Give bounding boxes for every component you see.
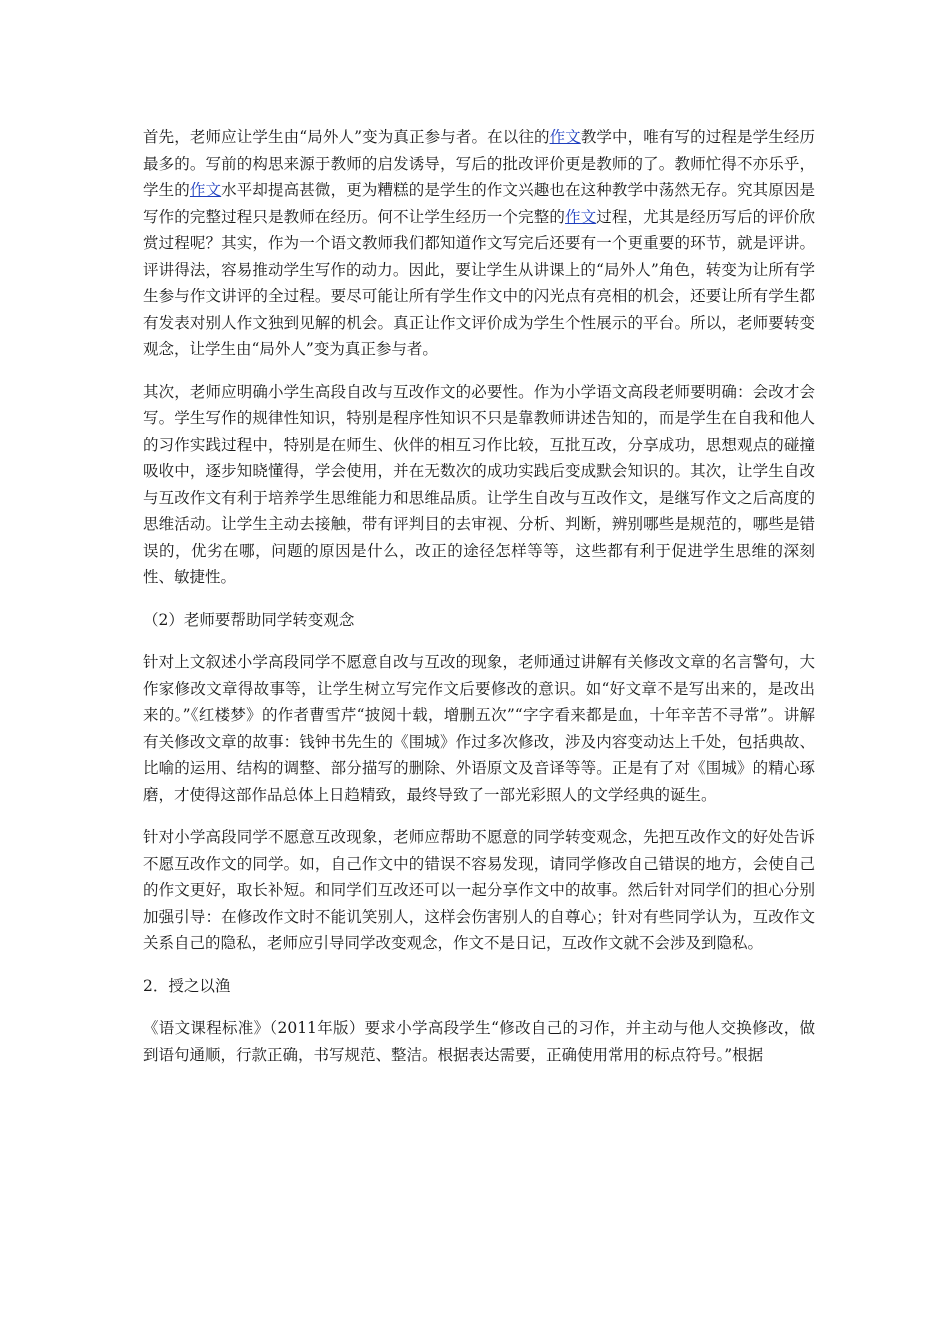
paragraph-text: 针对上文叙述小学高段同学不愿意自改与互改的现象，老师通过讲解有关修改文章的名言警句，大作家修改文章得故事等，让学生树立写完作文后要修改的意识。如“好文章不是写出来的，是改出来的。”《红楼梦》的作者曹雪芹“披阅十载，增删五次”“字字看来都是血，十年辛苦不寻常”。讲解有关修改文章的故事：钱钟书先生的《围城》作过多次修改，涉及内容变动达上千处，包括典故、比喻的运用、结构的调整、部分描写的删除、外语原文及音译等等。正是有了对《围城》的精心琢磨，才使得这部作品总体上日趋精致，最终导致了一部光彩照人的文学经典的诞生。 — [143, 653, 815, 804]
zuowen-link[interactable]: 作文 — [189, 181, 222, 199]
paragraph-text: 水平却提高甚微，更为糟糕的是学生的作文兴趣也在这种教学中荡然无存。究其原因是写作的完整过程只是教师在经历。何不让学生经历一个完整的 — [143, 181, 815, 226]
section-heading — [143, 607, 815, 634]
document-body — [143, 124, 815, 1084]
paragraph — [143, 649, 815, 808]
paragraph — [143, 124, 815, 363]
paragraph-text: （2）老师要帮助同学转变观念 — [143, 610, 355, 629]
section-heading — [143, 973, 815, 1000]
paragraph-text: 《语文课程标准》（2011年版）要求小学高段学生“修改自己的习作，并主动与他人交换修改，做到语句通顺，行款正确，书写规范、整洁。根据表达需要，正确使用常用的标点符号。”根据 — [143, 1019, 815, 1064]
paragraph-text: 教学中，唯有写的过程是学生经历最多的。写前的构思来源于教师的启发诱导，写后的批改评价更是教师的了。教师忙得不亦乐乎，学生的 — [143, 128, 815, 199]
paragraph-text: 首先，老师应让学生由“局外人”变为真正参与者。在以往的 — [143, 128, 550, 146]
paragraph — [143, 1015, 815, 1068]
zuowen-link[interactable]: 作文 — [549, 128, 581, 146]
zuowen-link[interactable]: 作文 — [565, 207, 597, 226]
paragraph — [143, 379, 815, 591]
paragraph — [143, 824, 815, 957]
paragraph-text: 过程，尤其是经历写后的评价欣赏过程呢？其实，作为一个语文教师我们都知道作文写完后还要有一个更重要的环节，就是评讲。评讲得法，容易推动学生写作的动力。因此，要让学生从讲课上的“局外人”角色，转变为让所有学生参与作文讲评的全过程。要尽可能让所有学生作文中的闪光点有亮相的机会，还要让所有学生都有发表对别人作文独到见解的机会。真正让作文评价成为学生个性展示的平台。所以，老师要转变观念，让学生由“局外人”变为真正参与者。 — [143, 207, 815, 358]
paragraph-text: 2．授之以渔 — [143, 976, 231, 995]
paragraph-text: 其次，老师应明确小学生高段自改与互改作文的必要性。作为小学语文高段老师要明确：会改才会写。学生写作的规律性知识，特别是程序性知识不只是靠教师讲述告知的，而是学生在自我和他人的习作实践过程中，特别是在师生、伙伴的相互习作比较，互批互改，分享成功，思想观点的碰撞吸收中，逐步知晓懂得，学会使用，并在无数次的成功实践后变成默会知识的。其次，让学生自改与互改作文有利于培养学生思维能力和思维品质。让学生自改与互改作文，是继写作文之后高度的思维活动。让学生主动去接触，带有评判目的去审视、分析、判断，辨别哪些是规范的，哪些是错误的，优劣在哪，问题的原因是什么，改正的途径怎样等等，这些都有利于促进学生思维的深刻性、敏捷性。 — [143, 382, 815, 586]
paragraph-text: 针对小学高段同学不愿意互改现象，老师应帮助不愿意的同学转变观念，先把互改作文的好处告诉不愿互改作文的同学。如，自己作文中的错误不容易发现，请同学修改自己错误的地方，会使自己的作文更好，取长补短。和同学们互改还可以一起分享作文中的故事。然后针对同学们的担心分别加强引导：在修改作文时不能讥笑别人，这样会伤害别人的自尊心；针对有些同学认为，互改作文关系自己的隐私，老师应引导同学改变观念，作文不是日记，互改作文就不会涉及到隐私。 — [143, 828, 815, 952]
